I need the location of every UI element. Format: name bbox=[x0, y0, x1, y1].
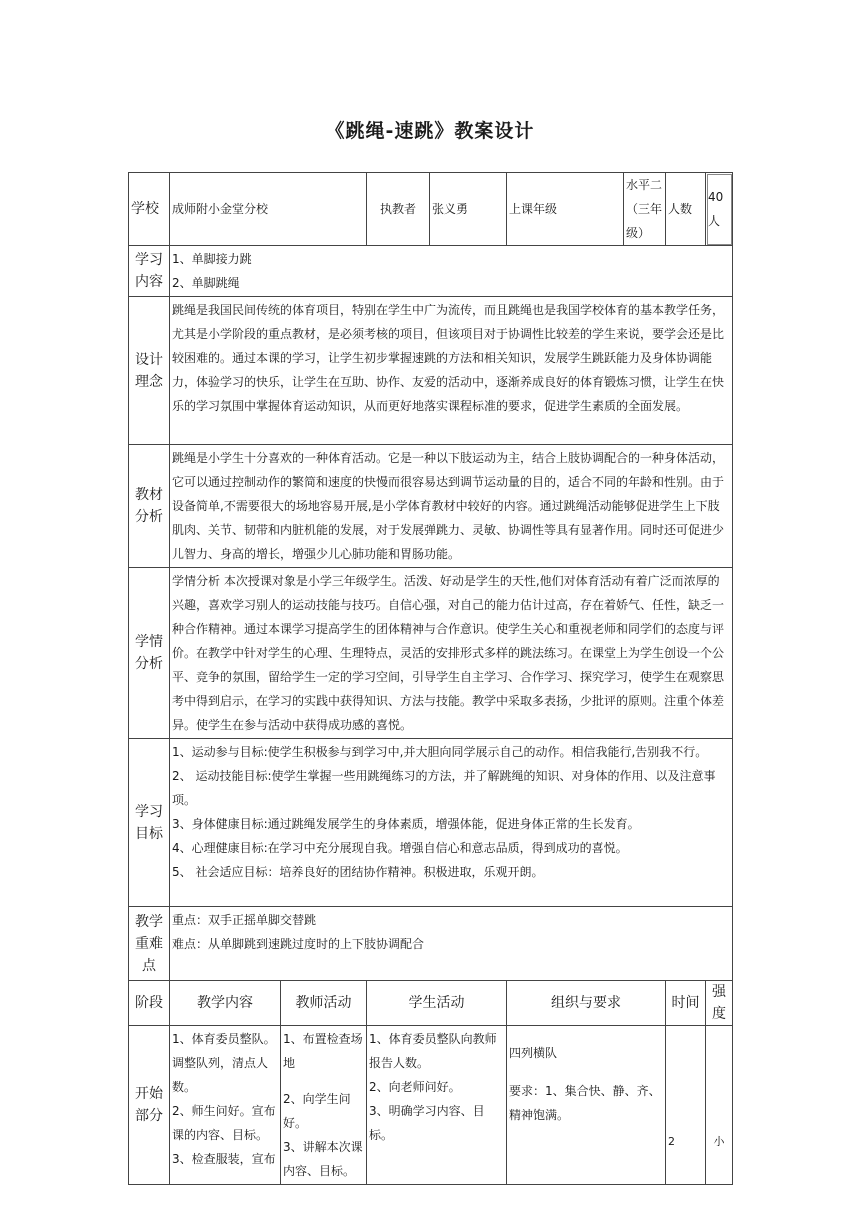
count-label: 人数 bbox=[666, 173, 706, 246]
header-student: 学生活动 bbox=[367, 981, 507, 1026]
philosophy-text: 跳绳是我国民间传统的体育项目，特别在学生中广为流传，而且跳绳也是我国学校体育的基本教学任务，尤其是小学阶段的重点教材，是必须考核的项目，但该项目对于协调性比较差的学生来说，要学会还是比较困难的。通过本课的学习，让学生初步掌握速跳的方法和相关知识，发展学生跳跃能力及身体协调能力，体验学习的快乐，让学生在互助、协作、友爱的活动中，逐渐养成良好的体育锻炼习惯，让学生在快乐的学习氛围中掌握体育运动知识，从而更好地落实课程标准的要求，促进学生素质的全面发展。 bbox=[170, 297, 733, 445]
students-row bbox=[129, 568, 733, 739]
content-line: 2、单脚跳绳 bbox=[172, 276, 240, 290]
start-row bbox=[129, 1026, 733, 1185]
students-text: 学情分析 本次授课对象是小学三年级学生。活泼、好动是学生的天性,他们对体育活动有着广泛而浓厚的兴趣，喜欢学习别人的运动技能与技巧。自信心强，对自己的能力估计过高，存在着娇气、任性，缺乏一种合作精神。通过本课学习提高学生的团体精神与合作意识。使学生关心和重视老师和同学们的态度与评价。在教学中针对学生的心理、生理特点，灵活的安排形式多样的跳法练习。在课堂上为学生创设一个公平、竞争的氛围，留给学生一定的学习空间，引导学生自主学习、合作学习、探究学习，使学生在观察思考中得到启示，在学习的实践中获得知识、方法与技能。教学中采取多表扬，少批评的原则。注重个体差异。使学生在参与活动中获得成功感的喜悦。 bbox=[170, 568, 733, 739]
goal-item: 3、身体健康目标:通过跳绳发展学生的身体素质，增强体能，促进身体正常的生长发育。 bbox=[172, 817, 640, 831]
start-teacher: 1、布置检查场地 2、向学生问好。 3、讲解本次课内容、目标。 bbox=[281, 1026, 367, 1185]
goals-label: 学习 目标 bbox=[129, 739, 170, 907]
keypoints-body bbox=[170, 907, 733, 981]
content-body bbox=[170, 246, 733, 297]
goal-item: 4、心理健康目标:在学习中充分展现自我。增强自信心和意志品质，得到成功的喜悦。 bbox=[172, 841, 628, 855]
start-intensity: 小 bbox=[706, 1026, 733, 1185]
start-time: 2 bbox=[666, 1026, 706, 1185]
school-label: 学校 bbox=[129, 173, 170, 246]
philosophy-label: 设计 理念 bbox=[129, 297, 170, 445]
info-row bbox=[129, 173, 733, 246]
content-line: 1、单脚接力跳 bbox=[172, 252, 252, 266]
header-intensity: 强度 bbox=[706, 981, 733, 1026]
document-title: 《跳绳-速跳》教案设计 bbox=[325, 120, 535, 142]
schedule-header-row bbox=[129, 981, 733, 1026]
header-teacher: 教师活动 bbox=[281, 981, 367, 1026]
goal-item: 5、 社会适应目标：培养良好的团结协作精神。积极进取，乐观开朗。 bbox=[172, 865, 544, 879]
school-value: 成师附小金堂分校 bbox=[170, 173, 367, 246]
grade-label: 上课年级 bbox=[507, 173, 624, 246]
goal-item: 2、 运动技能目标:使学生掌握一些用跳绳练习的方法，并了解跳绳的知识、对身体的作用、以及注意事项。 bbox=[172, 769, 716, 807]
keypoint-line: 难点：从单脚跳到速跳过度时的上下肢协调配合 bbox=[172, 937, 425, 951]
start-org: 四列横队 要求：1、集合快、静、齐、精神饱满。 bbox=[507, 1026, 666, 1185]
header-content: 教学内容 bbox=[170, 981, 281, 1026]
header-org: 组织与要求 bbox=[507, 981, 666, 1026]
teacher-label: 执教者 bbox=[367, 173, 430, 246]
material-label: 教材 分析 bbox=[129, 445, 170, 568]
count-value: 40 人 bbox=[706, 173, 733, 246]
goal-item: 1、运动参与目标:使学生积极参与到学习中,并大胆向同学展示自己的动作。相信我能行,告别我不行。 bbox=[172, 745, 708, 759]
keypoint-line: 重点：双手正摇单脚交替跳 bbox=[172, 913, 317, 927]
teacher-value: 张义勇 bbox=[430, 173, 507, 246]
keypoints-label: 教学 重难 点 bbox=[129, 907, 170, 981]
start-student: 1、体育委员整队向教师报告人数。 2、向老师问好。 3、明确学习内容、目标。 bbox=[367, 1026, 507, 1185]
material-row bbox=[129, 445, 733, 568]
goals-body bbox=[170, 739, 733, 907]
keypoints-row bbox=[129, 907, 733, 981]
content-label: 学习 内容 bbox=[129, 246, 170, 297]
philosophy-row bbox=[129, 297, 733, 445]
grade-value: 水平二（三年级） bbox=[624, 173, 666, 246]
material-text: 跳绳是小学生十分喜欢的一种体育活动。它是一种以下肢运动为主，结合上肢协调配合的一种身体活动，它可以通过控制动作的繁简和速度的快慢而很容易达到调节运动量的目的，适合不同的年龄和性别。由于设备简单,不需要很大的场地容易开展,是小学体育教材中较好的内容。通过跳绳活动能够促进学生上下肢肌肉、关节、韧带和内脏机能的发展，对于发展弹跳力、灵敏、协调性等具有显著作用。同时还可促进少儿智力、身高的增长，增强少儿心肺功能和胃肠功能。 bbox=[170, 445, 733, 568]
content-row bbox=[129, 246, 733, 297]
start-content: 1、体育委员整队。调整队列，清点人数。 2、师生问好。宣布课的内容、目标。 3、检查服装，宣布 bbox=[170, 1026, 281, 1185]
goals-row bbox=[129, 739, 733, 907]
start-stage-label: 开始 部分 bbox=[129, 1026, 170, 1185]
header-stage: 阶段 bbox=[129, 981, 170, 1026]
header-time: 时间 bbox=[666, 981, 706, 1026]
lesson-plan-table bbox=[128, 172, 733, 1185]
students-label: 学情 分析 bbox=[129, 568, 170, 739]
